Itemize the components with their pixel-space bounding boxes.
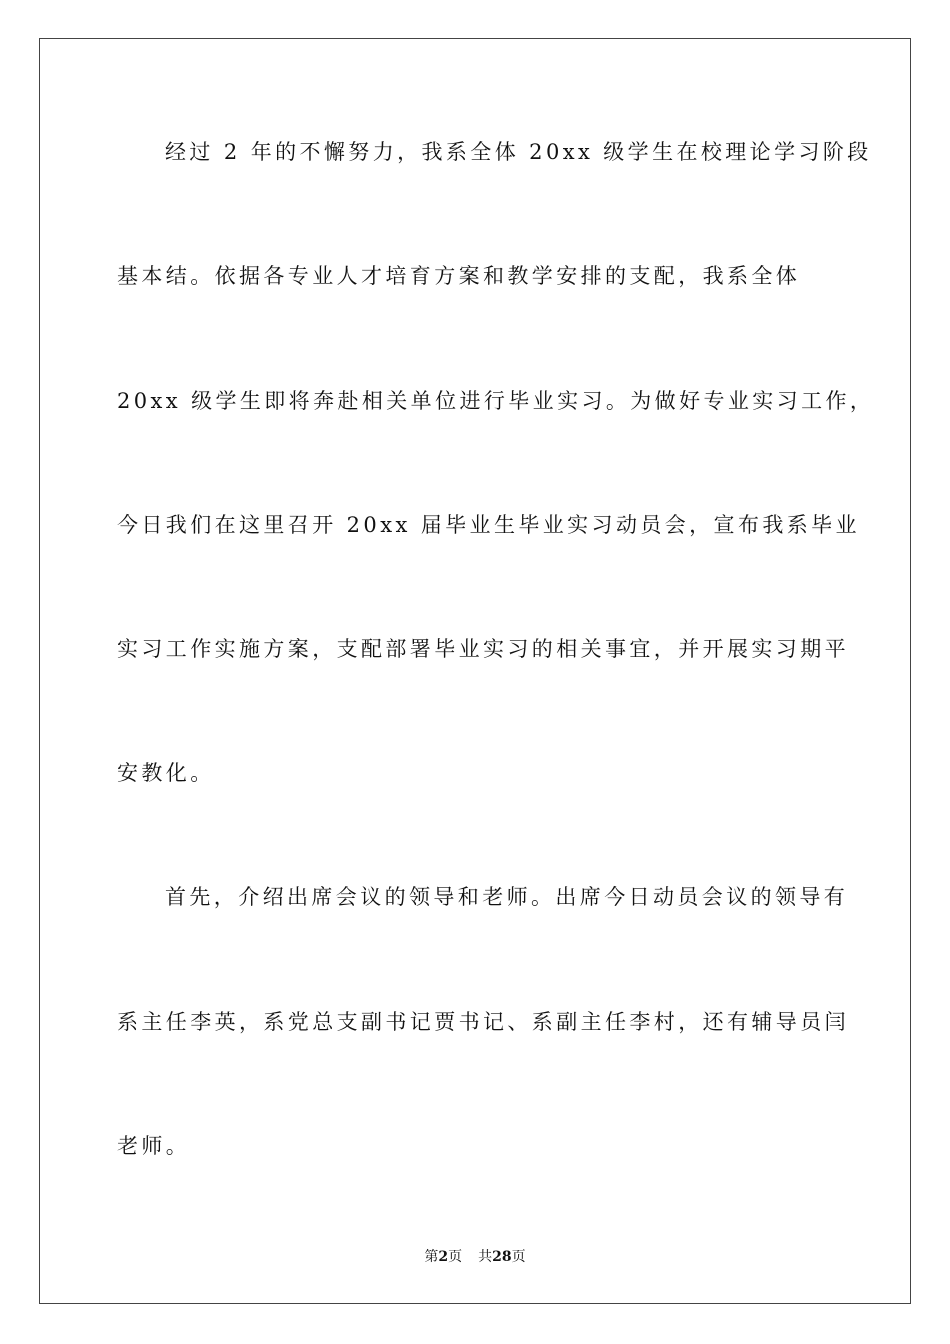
paragraph-1-line-2: 基本结。依据各专业人才培育方案和教学安排的支配，我系全体 [117, 264, 801, 288]
paragraph-1-line-6: 安教化。 [117, 761, 215, 785]
footer-total-prefix: 共 [478, 1249, 493, 1265]
paragraph-2-line-3: 老师。 [117, 1134, 191, 1158]
paragraph-1-line-4: 今日我们在这里召开 20xx 届毕业生毕业实习动员会，宣布我系毕业 [117, 513, 860, 537]
paragraph-2-line-1: 首先，介绍出席会议的领导和老师。出席今日动员会议的领导有 [165, 885, 849, 909]
page-border [39, 38, 911, 1304]
footer-total-pages: 28 [492, 1249, 512, 1265]
paragraph-2-line-2: 系主任李英，系党总支副书记贾书记、系副主任李村，还有辅导员闫 [117, 1010, 849, 1034]
footer-page-suffix: 页 [448, 1249, 463, 1265]
paragraph-1-line-5: 实习工作实施方案，支配部署毕业实习的相关事宜，并开展实习期平 [117, 637, 849, 661]
footer-page-number: 2 [438, 1249, 449, 1265]
footer-page-prefix: 第 [424, 1249, 439, 1265]
page-footer [0, 1248, 950, 1266]
footer-total-suffix: 页 [511, 1249, 526, 1265]
paragraph-1-line-3: 20xx 级学生即将奔赴相关单位进行毕业实习。为做好专业实习工作， [117, 389, 875, 413]
paragraph-1-line-1: 经过 2 年的不懈努力，我系全体 20xx 级学生在校理论学习阶段 [165, 140, 872, 164]
